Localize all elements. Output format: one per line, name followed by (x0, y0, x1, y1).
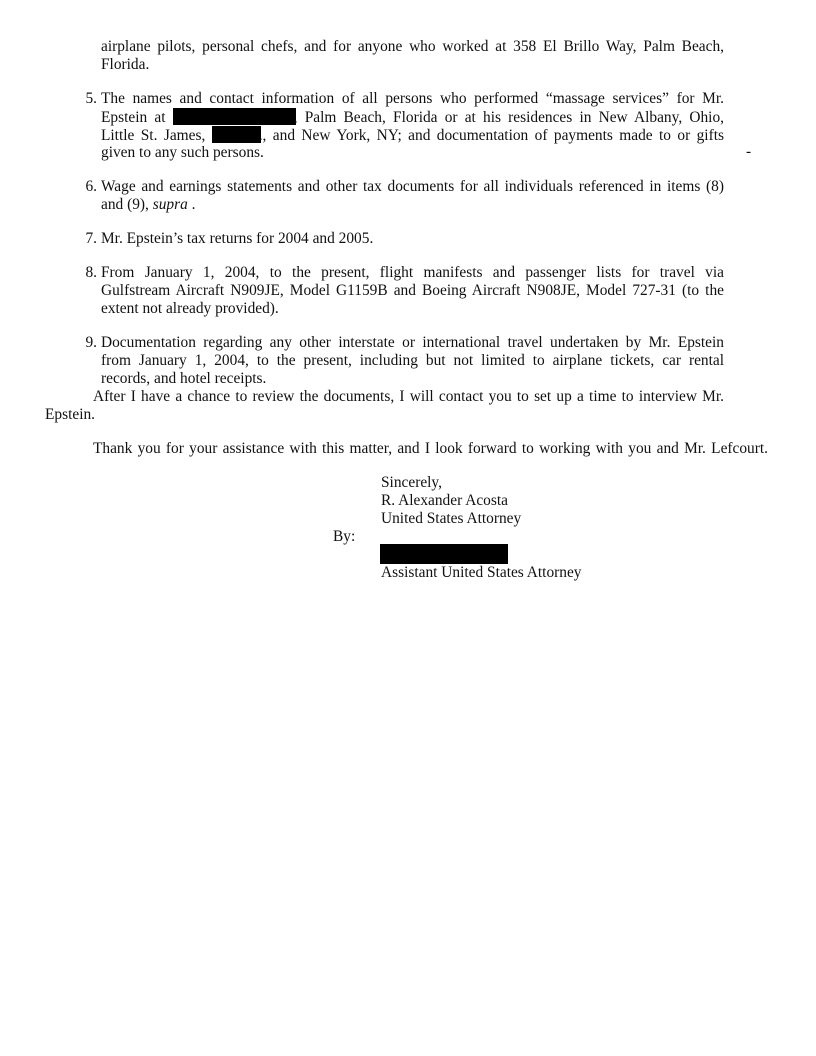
continuation-line-1: airplane pilots, personal chefs, and for anyone who worked at 358 El Brillo Way, Palm Beach, (101, 38, 724, 55)
signature-title: United States Attorney (381, 510, 522, 527)
item-9-line-1: Documentation regarding any other interstate or international travel undertaken by Mr. Epstein (101, 334, 724, 351)
item-6-line-2-pre: and (9), (101, 196, 149, 213)
item-5-line-4: given to any such persons. (101, 144, 264, 161)
signer-title: Assistant United States Attorney (381, 564, 582, 581)
item-5-line-3 (101, 126, 724, 145)
item-9-line-2: from January 1, 2004, to the present, including but not limited to airplane tickets, car rental (101, 352, 724, 369)
signature-redaction-box (380, 544, 508, 564)
item-5-number: 5. (85, 90, 97, 107)
item-8-line-2: Gulfstream Aircraft N909JE, Model G1159B and Boeing Aircraft N908JE, Model 727-31 (to the (101, 282, 724, 299)
signature-name: R. Alexander Acosta (381, 492, 508, 509)
signature-by-label: By: (333, 528, 356, 545)
item-6-number: 6. (85, 178, 97, 195)
item-5-line-3-pre: Little St. James, (101, 127, 206, 144)
item-9-line-3: records, and hotel receipts. (101, 370, 267, 387)
item-7-number: 7. (85, 230, 97, 247)
item-8-number: 8. (85, 264, 97, 281)
thanks-paragraph: Thank you for your assistance with this matter, and I look forward to working with you and Mr. Lefcourt. (93, 440, 768, 457)
redaction-box (212, 126, 261, 143)
item-6-line-1: Wage and earnings statements and other tax documents for all individuals referenced in items (8) (101, 178, 724, 195)
item-5-line-2-post: , Palm Beach, Florida or at his residences in New Albany, Ohio, (293, 109, 724, 126)
item-8-line-3: extent not already provided). (101, 300, 279, 317)
item-5-line-1: The names and contact information of all persons who performed “massage services” for Mr. (101, 90, 724, 107)
continuation-line-2: Florida. (101, 56, 150, 73)
item-5-line-3-post: ., and New York, NY; and documentation of payments made to or gifts (258, 127, 724, 144)
closing-paragraph-line-2: Epstein. (45, 406, 96, 423)
item-6-line-2-post: . (191, 196, 196, 213)
item-6-line-2 (101, 196, 196, 214)
signature-salutation: Sincerely, (381, 474, 442, 491)
closing-paragraph-line-1: After I have a chance to review the documents, I will contact you to set up a time to interview Mr. (93, 388, 724, 405)
item-7-line-1: Mr. Epstein’s tax returns for 2004 and 2005. (101, 230, 374, 247)
item-8-line-1: From January 1, 2004, to the present, flight manifests and passenger lists for travel via (101, 264, 724, 281)
item-5-line-2 (101, 108, 724, 127)
redaction-box (173, 108, 296, 125)
margin-mark: - (746, 143, 752, 160)
item-9-number: 9. (85, 334, 97, 351)
item-5-line-2-pre: Epstein at (101, 109, 166, 126)
item-6-line-2-italic: supra (152, 196, 188, 213)
